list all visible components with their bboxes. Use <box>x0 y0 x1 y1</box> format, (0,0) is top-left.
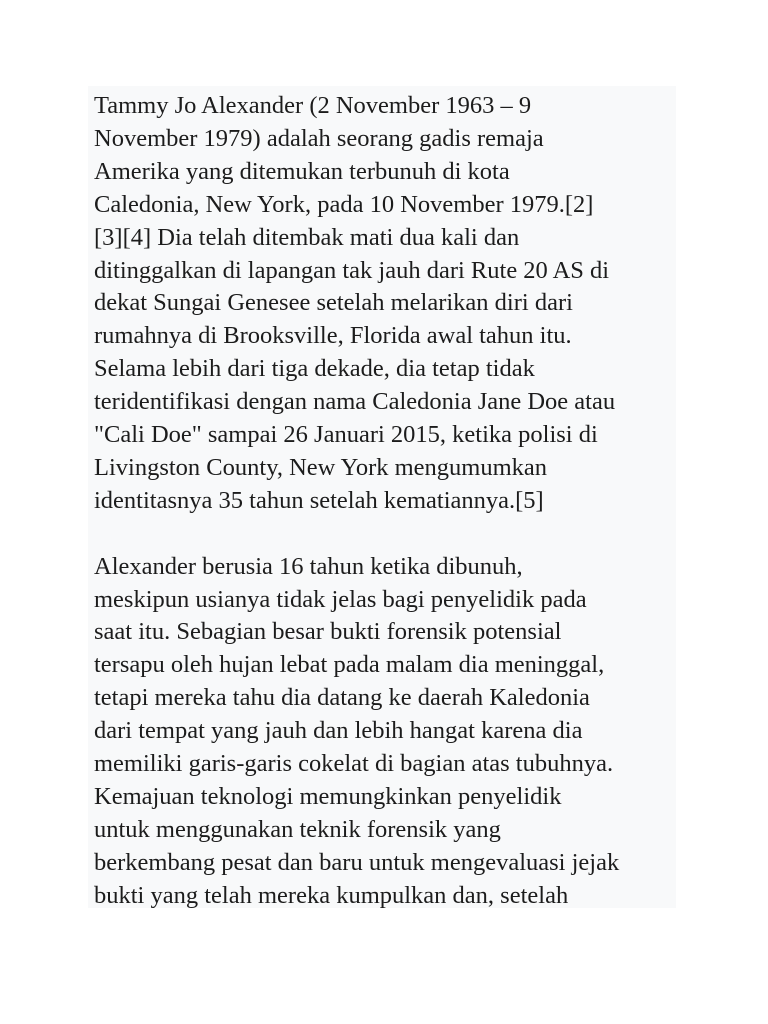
text-line: berkembang pesat dan baru untuk mengevaluasi jejak <box>94 848 620 876</box>
text-line: ditinggalkan di lapangan tak jauh dari Rute 20 AS di <box>94 256 610 284</box>
text-line: teridentifikasi dengan nama Caledonia Jane Doe atau <box>94 388 616 416</box>
text-line: Selama lebih dari tiga dekade, dia tetap tidak <box>94 355 535 383</box>
text-line: [3][4] Dia telah ditembak mati dua kali dan <box>94 223 520 251</box>
text-line: dari tempat yang jauh dan lebih hangat karena dia <box>94 717 583 745</box>
text-line: Alexander berusia 16 tahun ketika dibunuh, <box>94 552 523 580</box>
text-line: meskipun usianya tidak jelas bagi penyelidik pada <box>94 585 587 613</box>
text-line: Caledonia, New York, pada 10 November 1979.[2] <box>94 190 594 218</box>
article-text-block <box>88 86 676 908</box>
paragraph-2 <box>94 551 676 913</box>
text-line: saat itu. Sebagian besar bukti forensik potensial <box>94 618 562 646</box>
text-line: identitasnya 35 tahun setelah kematiannya.[5] <box>94 486 544 514</box>
text-line: untuk menggunakan teknik forensik yang <box>94 815 501 843</box>
text-line: tersapu oleh hujan lebat pada malam dia meninggal, <box>94 651 605 679</box>
paragraph-spacer <box>94 518 676 551</box>
text-line: "Cali Doe" sampai 26 Januari 2015, ketika polisi di <box>94 421 598 449</box>
text-line: Tammy Jo Alexander (2 November 1963 – 9 <box>94 92 532 119</box>
text-line: memiliki garis-garis cokelat di bagian atas tubuhnya. <box>94 750 614 778</box>
paragraph-1 <box>94 90 676 518</box>
text-line: dekat Sungai Genesee setelah melarikan diri dari <box>94 289 573 317</box>
text-line: Livingston County, New York mengumumkan <box>94 453 548 481</box>
text-line: bukti yang telah mereka kumpulkan dan, setelah <box>94 881 569 909</box>
text-line: Kemajuan teknologi memungkinkan penyelidik <box>94 783 562 811</box>
text-line: rumahnya di Brooksville, Florida awal tahun itu. <box>94 322 572 350</box>
text-line: November 1979) adalah seorang gadis remaja <box>94 124 544 152</box>
text-line: tetapi mereka tahu dia datang ke daerah Kaledonia <box>94 684 590 712</box>
text-line: Amerika yang ditemukan terbunuh di kota <box>94 157 510 185</box>
